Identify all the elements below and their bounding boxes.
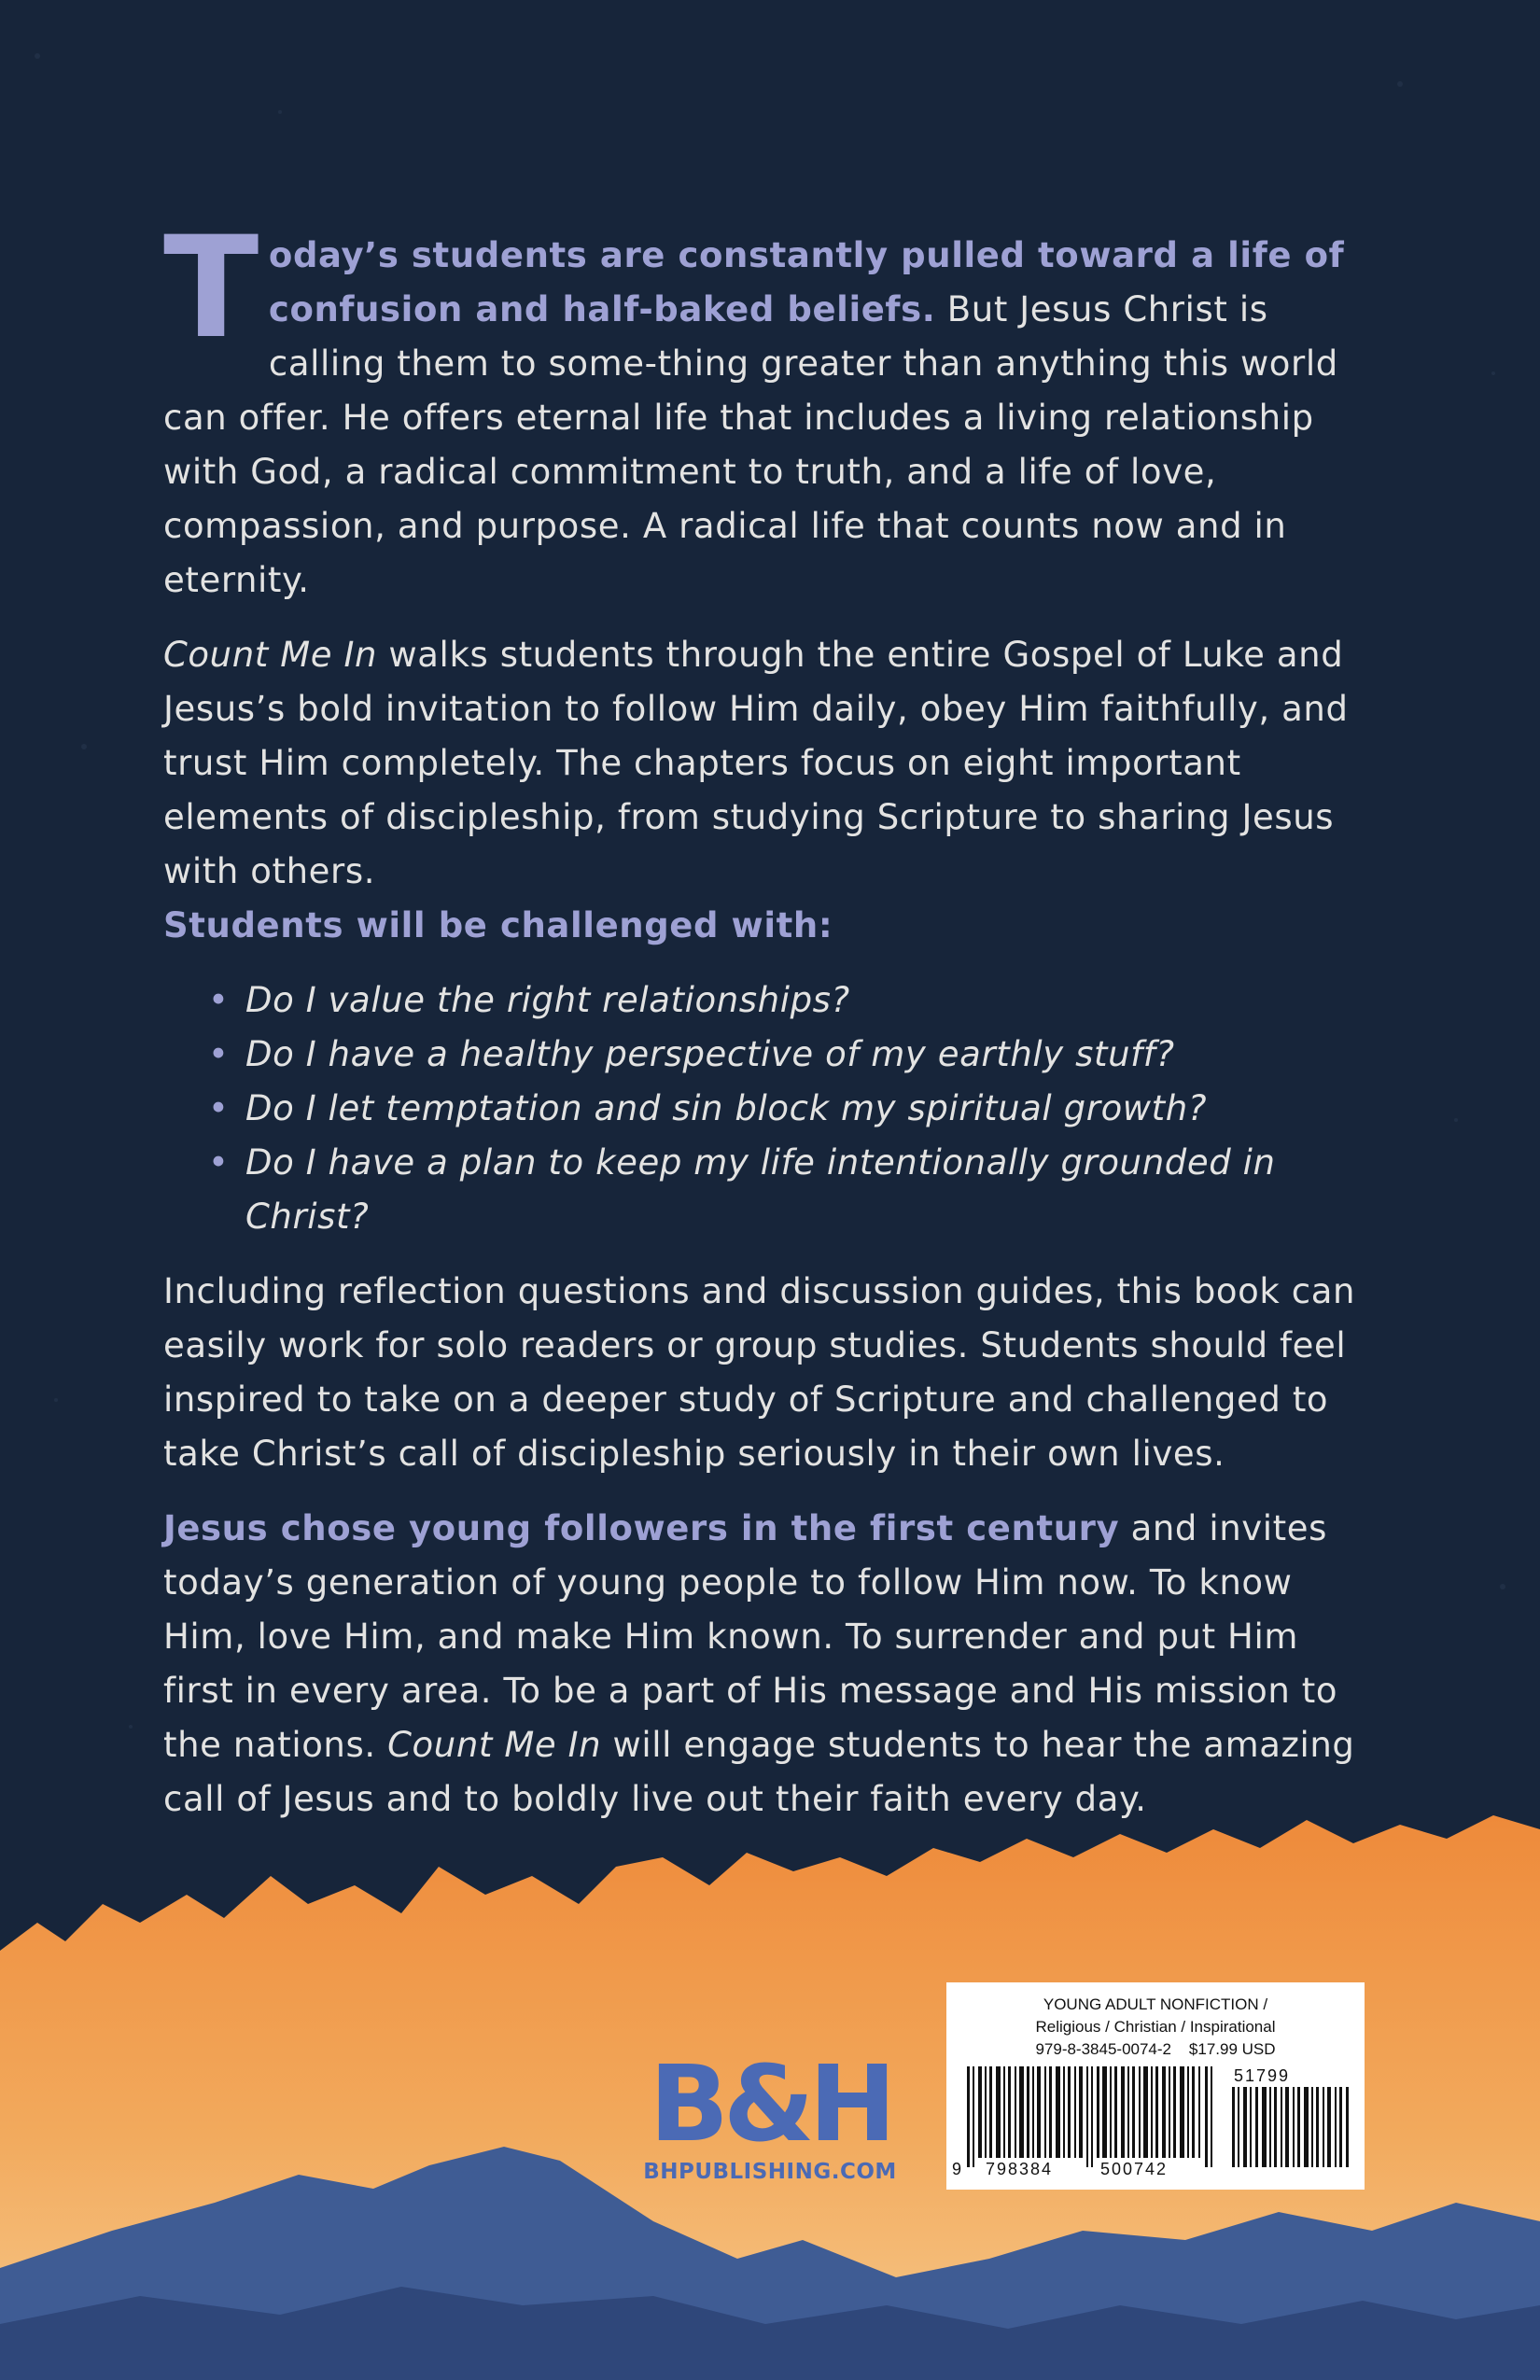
price-barcode: [1232, 2087, 1351, 2167]
publisher-logo-mark: B&H: [649, 2044, 891, 2165]
publisher-logo: [635, 2044, 905, 2184]
price-code: 51799: [1234, 2066, 1291, 2085]
bisac-category: YOUNG ADULT NONFICTION /: [1043, 1995, 1268, 2013]
overview-paragraph: [163, 628, 1377, 953]
challenge-heading: Students will be challenged with:: [163, 905, 833, 945]
description-text: [163, 207, 1377, 1847]
features-paragraph: Including reflection questions and discussion guides, this book can easily work for solo readers or group studies. Students should feel inspired to take on a deeper study of Scripture and challenged to take Christ’s call of discipleship seriously in their own lives.: [163, 1271, 1356, 1474]
isbn-price-line: [946, 2040, 1365, 2059]
closing-end: will engage students to hear the amazing call of Jesus and to boldly live out their faith every day.: [163, 1725, 1355, 1819]
question-list: [163, 973, 1377, 1244]
intro-lead: oday’s students are constantly pulled toward a life of confusion and half-baked beliefs.: [268, 235, 1345, 329]
barcode-digits-right: 500742: [1100, 2160, 1169, 2178]
publisher-url: BHPUBLISHING.COM: [643, 2160, 897, 2184]
intro-paragraph: [163, 207, 1377, 608]
list-item: • Do I let temptation and sin block my spiritual growth?: [208, 1082, 1377, 1136]
drop-cap: T: [163, 207, 259, 370]
barcode-digits-left: 798384: [986, 2160, 1054, 2178]
bullet-dot: •: [208, 1088, 230, 1128]
isbn-barcode: [967, 2066, 1219, 2167]
bullet-dot: •: [208, 1142, 230, 1183]
isbn: 979-8-3845-0074-2: [1035, 2040, 1172, 2058]
book-title-italic: Count Me In: [163, 635, 378, 675]
barcode-lead-digit: 9: [952, 2160, 964, 2178]
closing-lead: Jesus chose young followers in the first century: [163, 1508, 1120, 1548]
bisac-subcategory: Religious / Christian / Inspirational: [1035, 2018, 1276, 2036]
bullet-dot: •: [208, 1034, 230, 1074]
closing-middle: and invites today’s generation of young people to follow Him now. To know Him, love Him, and make Him known. To surrender and put Him first in every area. To be a part of His message and His mission to the nations.: [163, 1508, 1338, 1765]
price: $17.99 USD: [1188, 2040, 1276, 2058]
closing-paragraph: [163, 1502, 1377, 1827]
barcode-label: [946, 1982, 1365, 2190]
list-item: • Do I have a plan to keep my life intentionally grounded in Christ?: [208, 1136, 1377, 1244]
bullet-dot: •: [208, 980, 230, 1020]
list-item: • Do I have a healthy perspective of my earthly stuff?: [208, 1028, 1377, 1082]
list-item: • Do I value the right relationships?: [208, 973, 1377, 1028]
overview-rest: walks students through the entire Gospel of Luke and Jesus’s bold invitation to follow Him daily, obey Him faithfully, and trust Him completely. The chapters focus on eight important elements of discipleship, from studying Scripture to sharing Jesus with others.: [163, 635, 1349, 891]
intro-rest: But Jesus Christ is calling them to some-thing greater than anything this world can offer. He offers eternal life that includes a living relationship with God, a radical commitment to truth, and a life of love, compassion, and purpose. A radical life that counts now and in eternity.: [163, 289, 1338, 600]
book-title-italic: Count Me In: [387, 1725, 602, 1765]
